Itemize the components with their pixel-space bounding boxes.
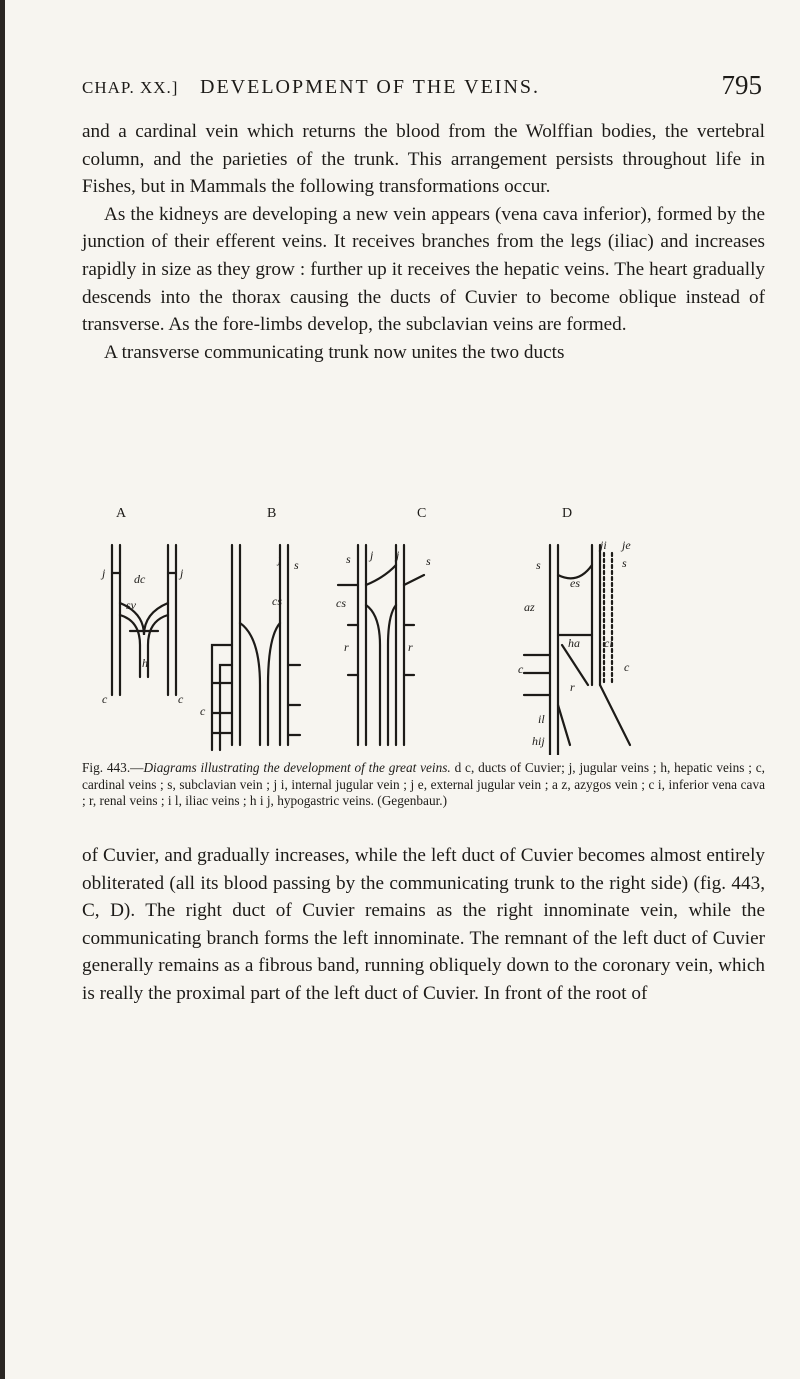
caption-legend: d c, ducts of Cuvier; j, jugular veins ; h, hepatic veins ; c, cardinal veins ; s, subclavian vein ; j i, internal jugular vein ; j e, external jugular vein ; a z, azygos vein ; c i, inferior vena cava ; r, renal veins ; i l, iliac veins ; h i j, hypogastric veins. (Gegenbaur.): [82, 760, 765, 808]
diagram-label: r: [408, 640, 413, 654]
diagram-label: c: [624, 660, 630, 674]
diagram-label: h: [142, 656, 148, 670]
diagram-label: s: [622, 556, 627, 570]
diagram-label: r: [344, 640, 349, 654]
paragraph: As the kidneys are developing a new vein appears (vena cava inferior), formed by the junction of their efferent veins. It receives branches from the legs (iliac) and increases rapidly in size as they grow : further up it receives the hepatic veins. The heart gradually descends into the thorax causing the ducts of Cuvier to become oblique instead of transverse. As the fore-limbs develop, the subclavian veins are formed.: [82, 203, 765, 336]
vein-diagrams-svg: [100, 505, 700, 755]
diagram-label: r: [570, 680, 575, 694]
body-text-top: [82, 118, 765, 366]
diagram-label: hij: [532, 734, 545, 748]
panel-letter-b: B: [267, 506, 277, 521]
diagram-c: [336, 545, 431, 745]
diagram-d: [518, 538, 631, 755]
page-binding-edge: [0, 0, 5, 1379]
panel-letter-d: D: [562, 506, 573, 521]
diagram-label: cs: [336, 596, 346, 610]
diagram-label: c: [200, 704, 206, 718]
diagram-label: sv: [126, 598, 136, 612]
diagram-label: c: [178, 692, 184, 706]
diagram-b: [200, 545, 300, 750]
diagram-label: c: [102, 692, 108, 706]
diagram-label: ha: [568, 636, 580, 650]
diagram-label: cs: [272, 594, 282, 608]
diagram-label: il: [538, 712, 545, 726]
diagram-label: c: [518, 662, 524, 676]
paragraph: A transverse communicating trunk now unites the two ducts: [104, 341, 565, 363]
diagram-label: j: [396, 548, 400, 562]
diagram-label: dc: [134, 572, 146, 586]
diagram-label: je: [622, 538, 631, 552]
panel-letter-c: C: [417, 506, 427, 521]
diagram-label: ci: [604, 636, 613, 650]
body-text-bottom: [82, 842, 765, 1008]
diagram-label: j: [102, 566, 106, 580]
diagram-label: ji: [600, 538, 607, 552]
diagram-label: es: [570, 576, 580, 590]
page-number: 795: [721, 70, 762, 100]
vein-diagram-figure: [100, 505, 700, 755]
caption-title: Diagrams illustrating the development of the great veins.: [143, 760, 451, 775]
figure-caption: [82, 760, 765, 810]
running-title: DEVELOPMENT OF THE VEINS.: [200, 76, 541, 98]
running-header: [82, 70, 762, 110]
diagram-label: j: [180, 566, 184, 580]
diagram-label: s: [426, 554, 431, 568]
diagram-label: s: [536, 558, 541, 572]
paragraph: of Cuvier, and gradually increases, while the left duct of Cuvier becomes almost entirely obliterated (all its blood passing by the communicating trunk to the right side) (fig. 443, C, D). The right duct of Cuvier remains as the right innominate vein, while the communicating branch forms the left innominate. The remnant of the left duct of Cuvier generally remains as a fibrous band, running obliquely down to the coronary vein, which is really the proximal part of the left duct of Cuvier. In front of the root of: [82, 845, 765, 1004]
paragraph: and a cardinal vein which returns the blood from the Wolffian bodies, the vertebral column, and the parieties of the trunk. This arrangement persists throughout life in Fishes, but in Mammals the following transformations occur.: [82, 121, 765, 198]
diagram-a: [100, 545, 184, 706]
panel-letter-a: A: [116, 506, 127, 521]
diagram-label: s: [294, 558, 299, 572]
diagram-label: az: [524, 600, 535, 614]
diagram-label: j: [278, 552, 282, 566]
chapter-label: CHAP. XX.]: [82, 78, 179, 97]
diagram-label: s: [346, 552, 351, 566]
caption-fig-number: Fig. 443.—: [82, 760, 144, 775]
diagram-label: j: [370, 548, 374, 562]
